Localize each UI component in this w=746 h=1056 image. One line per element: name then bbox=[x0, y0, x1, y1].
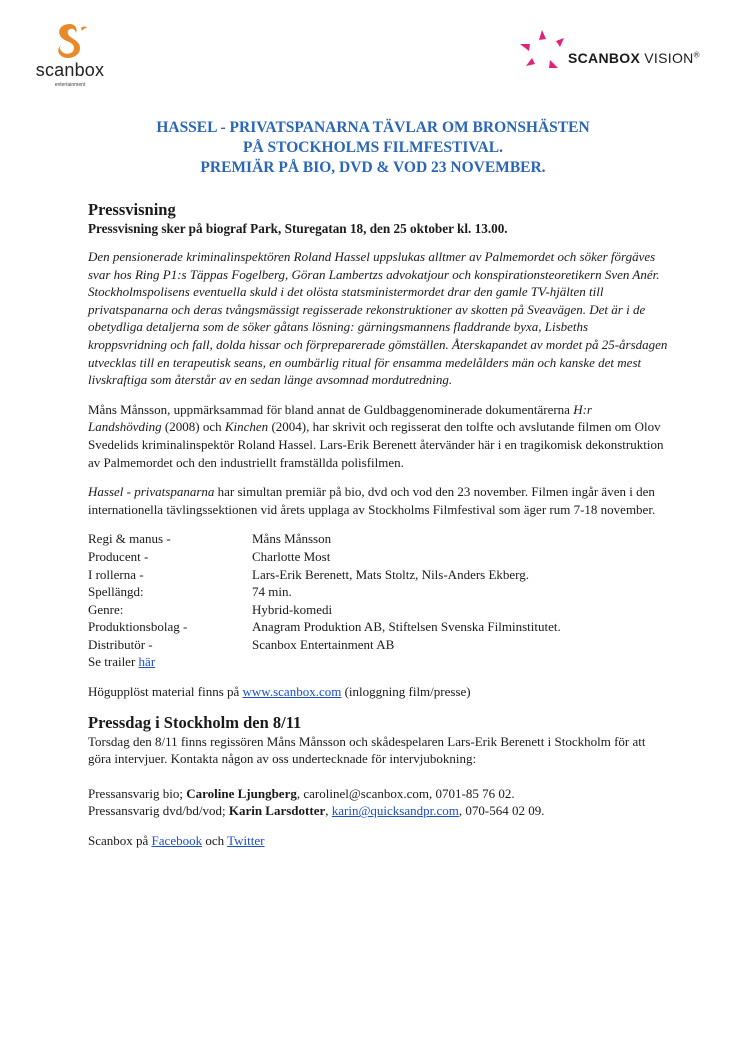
credit-key: Produktionsbolag - bbox=[88, 619, 188, 635]
credit-value: Anagram Produktion AB, Stiftelsen Svenska Filminstitutet. bbox=[252, 619, 561, 635]
section-title-pressdag: Pressdag i Stockholm den 8/11 bbox=[88, 712, 302, 732]
p2-b: H:r Landshövding bbox=[88, 401, 592, 435]
material-prefix: Högupplöst material finns på bbox=[88, 684, 243, 700]
headline-line-2: PÅ STOCKHOLMS FILMFESTIVAL. bbox=[243, 139, 503, 156]
headline-line-3: PREMIÄR PÅ BIO, DVD & VOD 23 NOVEMBER. bbox=[200, 159, 546, 176]
social-prefix: Scanbox på bbox=[88, 833, 152, 849]
pressdag-paragraph: Torsdag den 8/11 finns regissören Måns Månsson och skådespelaren Lars-Erik Berenett i Stockholm för att göra intervjuer. Kontakta någon av oss undertecknade för intervjubokning: bbox=[88, 733, 646, 767]
scanbox-entertainment-logo bbox=[24, 22, 116, 92]
contact-dvd bbox=[88, 802, 668, 820]
logo-right-bold: SCANBOX bbox=[568, 50, 641, 66]
credit-key: Regi & manus - bbox=[88, 531, 171, 547]
contact-dvd-name: Karin Larsdotter bbox=[228, 803, 326, 819]
social-mid: och bbox=[202, 833, 228, 849]
credit-row bbox=[88, 618, 668, 636]
facebook-link[interactable]: Facebook bbox=[151, 833, 203, 849]
contact-bio-prefix: Pressansvarig bio; bbox=[88, 785, 187, 801]
section-title-pressvisning: Pressvisning bbox=[88, 200, 176, 219]
material-suffix: (inloggning film/presse) bbox=[341, 684, 471, 700]
contact-bio-rest: , carolinel@scanbox.com, 0701-85 76 02. bbox=[296, 785, 515, 801]
logo-right-reg: ® bbox=[693, 50, 700, 60]
social-line bbox=[88, 832, 668, 850]
scanbox-website-link[interactable]: www.scanbox.com bbox=[242, 684, 342, 700]
trailer-prefix: Se trailer bbox=[88, 654, 139, 670]
credit-row bbox=[88, 566, 668, 584]
logo-left-brand: scanbox bbox=[35, 60, 105, 80]
logo-right-light: VISION bbox=[640, 50, 694, 66]
contact-bio-name: Caroline Ljungberg bbox=[186, 785, 297, 801]
credits-list bbox=[88, 530, 668, 671]
credit-key: Spellängd: bbox=[88, 584, 144, 600]
contact-dvd-email-link[interactable]: karin@quicksandpr.com bbox=[331, 803, 459, 819]
credit-key: Producent - bbox=[88, 548, 149, 564]
swan-icon bbox=[50, 22, 90, 60]
credit-value: Lars-Erik Berenett, Mats Stoltz, Nils-Anders Ekberg. bbox=[252, 566, 530, 582]
p2-d: Kinchen bbox=[224, 419, 269, 435]
credit-row bbox=[88, 530, 668, 548]
credit-row bbox=[88, 583, 668, 601]
star-burst-icon bbox=[520, 30, 566, 74]
p2-a: Måns Månsson, uppmärksammad för bland annat de Guldbaggenominerade dokumentärerna bbox=[88, 401, 574, 417]
p2-e: (2004), har skrivit och regisserat den tolfte och avslutande filmen om Olov Svedelids kriminalinspektör Roland Hassel. Lars-Erik Berenett återvänder här i en tragikomisk dekonstruktion av Palmemordet och den industriellt framställda polisfilmen. bbox=[88, 419, 664, 470]
credit-key: Distributör - bbox=[88, 636, 153, 652]
trailer-line bbox=[88, 653, 668, 671]
credit-key: Genre: bbox=[88, 601, 124, 617]
material-line bbox=[88, 683, 668, 701]
credit-value: Hybrid-komedi bbox=[252, 601, 333, 617]
section-subtitle-pressvisning: Pressvisning sker på biograf Park, Sturegatan 18, den 25 oktober kl. 13.00. bbox=[88, 221, 508, 236]
credit-row bbox=[88, 548, 668, 566]
contact-dvd-sep: , bbox=[325, 803, 332, 819]
release-paragraph bbox=[88, 483, 668, 518]
twitter-link[interactable]: Twitter bbox=[227, 833, 265, 849]
document-body bbox=[88, 200, 668, 850]
p3-b: har simultan premiär på bio, dvd och vod den 23 november. Filmen ingår även i den internationella tävlingssektionen vid årets upplaga av Stockholms Filmfestival som äger rum 7-18 november. bbox=[88, 484, 656, 517]
p2-c: (2008) och bbox=[161, 419, 225, 435]
credit-row bbox=[88, 636, 668, 654]
credit-value: Scanbox Entertainment AB bbox=[252, 636, 395, 652]
logo-right-wordmark bbox=[568, 50, 700, 66]
credit-value: 74 min. bbox=[252, 584, 292, 600]
contact-bio bbox=[88, 785, 668, 803]
contact-dvd-prefix: Pressansvarig dvd/bd/vod; bbox=[88, 803, 229, 819]
director-paragraph bbox=[88, 401, 668, 471]
credit-value: Charlotte Most bbox=[252, 548, 331, 564]
synopsis-paragraph: Den pensionerade kriminalinspektören Roland Hassel uppslukas alltmer av Palmemordet och söker förgäves svar hos Ring P1:s Täppas Fogelberg, Göran Lambertzs advokatjour och konspirationsteoretikern Sven Anér. Stockholmspolisens eventuella skuld i det olösta statsministermordet drar den gamle TV-hjälten till privatspanarna och deras tvångsmässigt regisserade rekonstruktioner av skotten på Sveavägen. Det är i de obetydliga detaljerna som de söker gåtans lösning: gärningsmannens fladdrande byxa, Lisbeths kroppsvridning och fall, dolda hissar och förpreparerade gömställen. Återskapandet av mordet på 25-årsdagen utvecklas till en terapeutisk seans, en oumbärlig ritual för ensamma medelålders män och kanske det mest livskraftiga som återstår av en sedan länge avsomnad mordutredning. bbox=[88, 249, 668, 388]
logo-left-sub: entertainment bbox=[54, 82, 86, 88]
headline bbox=[90, 118, 656, 178]
trailer-link[interactable]: här bbox=[138, 654, 156, 670]
scanbox-vision-logo bbox=[520, 30, 720, 74]
contact-dvd-rest: , 070-564 02 09. bbox=[458, 803, 545, 819]
credit-row bbox=[88, 601, 668, 619]
credit-value: Måns Månsson bbox=[252, 531, 332, 547]
p3-a: Hassel - privatspanarna bbox=[88, 484, 215, 500]
headline-line-1: HASSEL - PRIVATSPANARNA TÄVLAR OM BRONSHÄSTEN bbox=[156, 119, 590, 136]
credit-key: I rollerna - bbox=[88, 566, 144, 582]
